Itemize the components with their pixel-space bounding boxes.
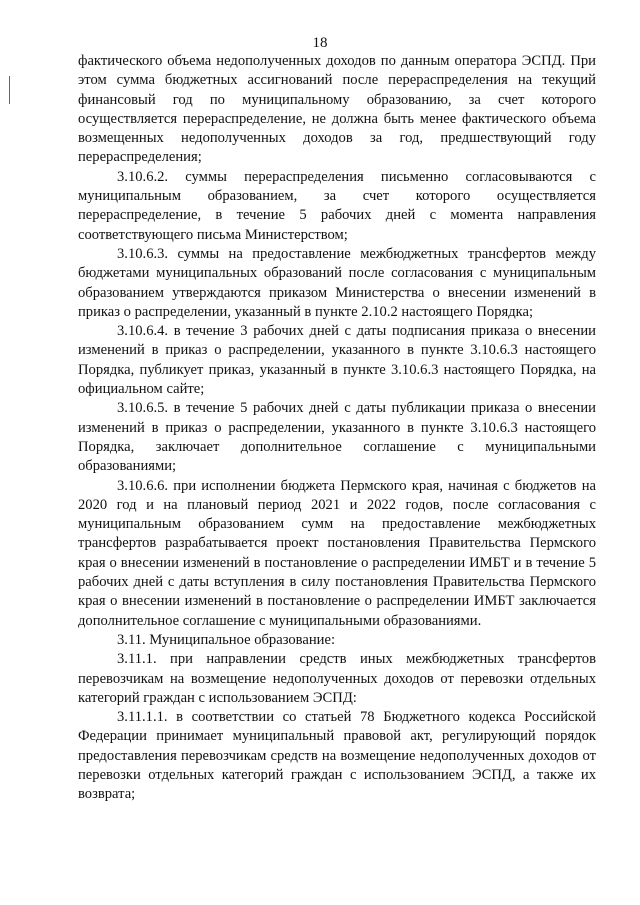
margin-mark xyxy=(9,76,10,104)
paragraph-3-10-6-3: 3.10.6.3. суммы на предоставление межбюджетных трансфертов между бюджетами муниципальных образований после согласования с муниципальным образованием утверждаются приказом Министерства о внесении изменений в приказ о распределении, указанный в пункте 2.10.2 настоящего Порядка; xyxy=(78,245,596,320)
paragraph-3-11-1: 3.11.1. при направлении средств иных межбюджетных трансфертов перевозчикам на возмещение недополученных доходов от перевозки отдельных категорий граждан с использованием ЭСПД: xyxy=(78,651,596,706)
paragraph-3-10-6-6: 3.10.6.6. при исполнении бюджета Пермского края, начиная с бюджетов на 2020 год и на плановый период 2021 и 2022 годов, после согласования с муниципальным образованием сумм на предоставление межбюджетных трансфертов разрабатывается проект постановления Правительства Пермского края о внесении изменений в постановление о распределении ИМБТ и в течение 5 рабочих дней с даты вступления в силу постановления Правительства Пермского края о внесении изменений в постановление о распределении ИМБТ заключается дополнительное соглашение с муниципальными образованиями. xyxy=(78,477,596,629)
paragraph-continuation: фактического объема недополученных доходов по данным оператора ЭСПД. При этом сумма бюджетных ассигнований после перераспределения на текущий финансовый год по муниципальному образованию, за счет которого осуществляется перераспределение, не должна быть менее фактического объема возмещенных недополученных доходов за год, предшествующий году перераспределения; xyxy=(78,53,596,166)
paragraph-3-10-6-2: 3.10.6.2. суммы перераспределения письменно согласовываются с муниципальным образованием, за счет которого осуществляется перераспределение, в течение 5 рабочих дней с момента направления соответствующего письма Министерством; xyxy=(78,168,596,243)
paragraph-3-10-6-4: 3.10.6.4. в течение 3 рабочих дней с даты подписания приказа о внесении изменений в приказ о распределении, указанного в пункте 3.10.6.3 настоящего Порядка, публикует приказ, указанный в пункте 3.10.6.3 настоящего Порядка, на официальном сайте; xyxy=(78,323,596,398)
page-number: 18 xyxy=(312,35,328,51)
paragraph-3-11-1-1: 3.11.1.1. в соответствии со статьей 78 Бюджетного кодекса Российской Федерации принимает муниципальный правовой акт, регулирующий порядок предоставления перевозчикам средств на возмещение недополученных доходов от перевозки отдельных категорий граждан с использованием ЭСПД, а также их возврата; xyxy=(78,709,596,803)
paragraph-3-11: 3.11. Муниципальное образование: xyxy=(117,631,336,648)
document-body xyxy=(78,52,596,805)
paragraph-3-10-6-5: 3.10.6.5. в течение 5 рабочих дней с даты публикации приказа о внесении изменений в приказ о распределении, указанного в пункте 3.10.6.3 настоящего Порядка, заключает дополнительное соглашение с муниципальными образованиями; xyxy=(78,400,596,475)
